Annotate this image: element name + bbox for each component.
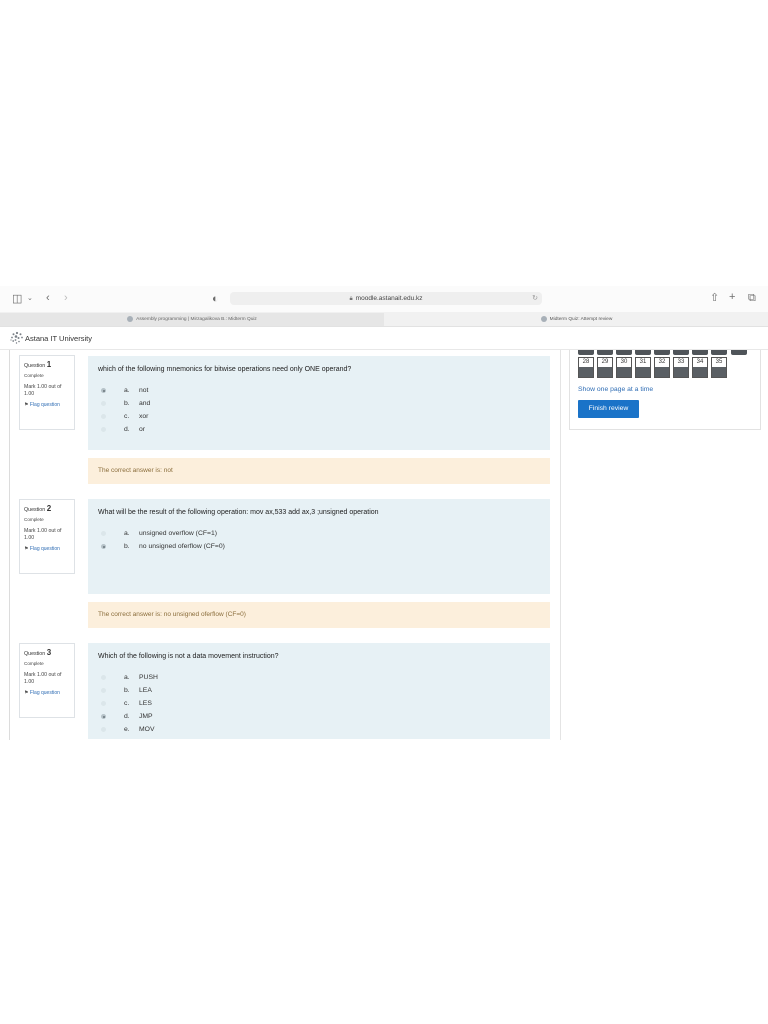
quiz-nav-button[interactable] xyxy=(673,357,689,378)
question-text: Which of the following is not a data movement instruction? xyxy=(98,653,279,660)
quiz-nav-button-partial[interactable] xyxy=(692,350,708,355)
quiz-nav-button[interactable] xyxy=(654,357,670,378)
answered-indicator xyxy=(674,367,688,377)
answer-text: or xyxy=(139,426,146,433)
question-text: which of the following mnemonics for bitwise operations need only ONE operand? xyxy=(98,366,352,373)
question-state: Complete xyxy=(24,373,44,378)
answer-number: d. xyxy=(124,713,130,720)
radio-button[interactable] xyxy=(101,401,106,406)
university-logo-icon[interactable] xyxy=(9,330,25,346)
quiz-nav-button-partial[interactable] xyxy=(711,350,727,355)
question-number: 1 xyxy=(46,360,52,369)
flag-icon: ⚑︎ xyxy=(24,546,29,552)
answered-indicator xyxy=(579,367,593,377)
finish-review-button[interactable]: Finish review xyxy=(578,400,639,418)
answered-indicator xyxy=(693,367,707,377)
question-grade: Mark 1.00 out of 1.00 xyxy=(24,528,62,541)
back-icon[interactable]: ‹ xyxy=(46,292,50,304)
quiz-nav-number: 31 xyxy=(639,359,647,365)
reload-icon[interactable]: ↻ xyxy=(532,295,538,302)
quiz-nav-button-partial[interactable] xyxy=(673,350,689,355)
radio-button[interactable] xyxy=(101,701,106,706)
share-icon[interactable]: ⇧ xyxy=(710,292,720,304)
answer-text: MOV xyxy=(139,726,155,733)
question-state: Complete xyxy=(24,661,44,666)
answer-number: c. xyxy=(124,700,130,707)
favicon-icon xyxy=(541,316,547,322)
favicon-icon xyxy=(127,316,133,322)
lock-icon: 🔒︎ xyxy=(349,296,353,302)
quiz-nav-number: 30 xyxy=(620,359,628,365)
radio-button[interactable] xyxy=(101,427,106,432)
question-info xyxy=(19,643,75,718)
tab-assembly-quiz[interactable] xyxy=(0,313,384,326)
quiz-nav-button-partial[interactable] xyxy=(654,350,670,355)
flag-label: Flag question xyxy=(29,546,60,552)
answer-number: e. xyxy=(124,726,130,733)
question-state: Complete xyxy=(24,517,44,522)
answer-number: b. xyxy=(124,687,130,694)
sidebar-icon[interactable]: ◫ xyxy=(12,293,23,305)
answer-text: PUSH xyxy=(139,674,158,681)
show-one-page-link[interactable]: Show one page at a time xyxy=(578,386,654,393)
question-number: 2 xyxy=(46,504,52,513)
quiz-nav-number: 29 xyxy=(601,359,609,365)
quiz-nav-number: 34 xyxy=(696,359,704,365)
answer-text: and xyxy=(139,400,151,407)
correct-answer-feedback: The correct answer is: no unsigned oferflow (CF=0) xyxy=(88,602,550,628)
answered-indicator xyxy=(617,367,631,377)
flag-question-link[interactable] xyxy=(24,402,70,409)
question-number-prefix: Question xyxy=(24,507,46,513)
question-number: 3 xyxy=(46,648,52,657)
flag-icon: ⚑︎ xyxy=(24,690,29,696)
tab-attempt-review[interactable] xyxy=(385,313,768,326)
answered-indicator xyxy=(598,367,612,377)
answer-option[interactable] xyxy=(98,713,540,726)
radio-button[interactable] xyxy=(101,544,106,549)
question-number-prefix: Question xyxy=(24,363,46,369)
tab-label: Assembly programming | Mirzagalikova B.: Midterm Quiz xyxy=(136,317,257,322)
flag-label: Flag question xyxy=(29,690,60,696)
forward-icon[interactable]: › xyxy=(64,292,68,304)
answer-option[interactable] xyxy=(98,700,540,713)
answer-option[interactable] xyxy=(98,400,540,413)
answer-option[interactable] xyxy=(98,726,540,739)
quiz-nav-number: 28 xyxy=(582,359,590,365)
answer-text: no unsigned oferflow (CF=0) xyxy=(139,543,225,550)
quiz-nav-number: 32 xyxy=(658,359,666,365)
answer-option[interactable] xyxy=(98,413,540,426)
question-text: What will be the result of the following operation: mov ax,533 add ax,3 ;unsigned operation xyxy=(98,509,379,516)
quiz-nav-button-partial[interactable] xyxy=(635,350,651,355)
radio-button[interactable] xyxy=(101,388,106,393)
address-bar[interactable] xyxy=(230,292,542,305)
answer-text: xor xyxy=(139,413,149,420)
answer-number: c. xyxy=(124,413,130,420)
question-formulation xyxy=(88,499,550,594)
question-grade: Mark 1.00 out of 1.00 xyxy=(24,672,62,685)
answer-option[interactable] xyxy=(98,543,540,556)
radio-button[interactable] xyxy=(101,531,106,536)
answered-indicator xyxy=(636,367,650,377)
quiz-nav-button[interactable] xyxy=(597,357,613,378)
privacy-shield-icon[interactable]: ◐ xyxy=(212,293,219,305)
answer-number: b. xyxy=(124,543,130,550)
site-name[interactable]: Astana IT University xyxy=(25,334,92,343)
flag-label: Flag question xyxy=(29,402,60,408)
answer-text: JMP xyxy=(139,713,153,720)
quiz-nav-button-partial[interactable] xyxy=(578,350,594,355)
quiz-nav-button[interactable] xyxy=(692,357,708,378)
answer-text: unsigned overflow (CF=1) xyxy=(139,530,218,537)
answer-text: LES xyxy=(139,700,152,707)
answered-indicator xyxy=(712,367,726,377)
quiz-nav-button[interactable] xyxy=(616,357,632,378)
answer-number: a. xyxy=(124,530,130,537)
chevron-down-icon[interactable]: ⌄ xyxy=(27,295,33,302)
answer-option[interactable] xyxy=(98,426,540,439)
quiz-nav-button-partial[interactable] xyxy=(597,350,613,355)
quiz-nav-button-partial[interactable] xyxy=(616,350,632,355)
quiz-nav-button[interactable] xyxy=(578,357,594,378)
answer-number: a. xyxy=(124,387,130,394)
flag-icon: ⚑︎ xyxy=(24,402,29,408)
flag-question-link[interactable] xyxy=(24,690,70,697)
site-header xyxy=(0,327,768,350)
correct-answer-feedback: The correct answer is: not xyxy=(88,458,550,484)
answer-text: not xyxy=(139,387,149,394)
quiz-nav-button[interactable] xyxy=(711,357,727,378)
quiz-nav-button-partial[interactable] xyxy=(731,350,747,355)
answer-number: a. xyxy=(124,674,130,681)
quiz-nav-button[interactable] xyxy=(635,357,651,378)
tab-overview-icon[interactable]: ⧉ xyxy=(748,292,756,304)
question-formulation xyxy=(88,356,550,450)
answer-option[interactable] xyxy=(98,687,540,700)
answer-option[interactable] xyxy=(98,530,540,543)
question-grade: Mark 1.00 out of 1.00 xyxy=(24,384,62,397)
radio-button[interactable] xyxy=(101,675,106,680)
flag-question-link[interactable] xyxy=(24,546,70,553)
question-number-prefix: Question xyxy=(24,651,46,657)
quiz-nav-number: 35 xyxy=(715,359,723,365)
answer-text: LEA xyxy=(139,687,152,694)
quiz-nav-number: 33 xyxy=(677,359,685,365)
question-info xyxy=(19,499,75,574)
answer-option[interactable] xyxy=(98,674,540,687)
new-tab-icon[interactable]: + xyxy=(729,291,736,303)
column-divider xyxy=(560,350,561,740)
radio-button[interactable] xyxy=(101,727,106,732)
answer-option[interactable] xyxy=(98,387,540,400)
question-formulation xyxy=(88,643,550,739)
answer-number: d. xyxy=(124,426,130,433)
content-divider xyxy=(9,350,10,740)
answered-indicator xyxy=(655,367,669,377)
question-info xyxy=(19,355,75,430)
radio-button[interactable] xyxy=(101,714,106,719)
tab-label: Midterm Quiz: Attempt review xyxy=(549,317,613,322)
answer-number: b. xyxy=(124,400,130,407)
radio-button[interactable] xyxy=(101,688,106,693)
radio-button[interactable] xyxy=(101,414,106,419)
address-url: moodle.astanait.edu.kz xyxy=(355,295,423,302)
